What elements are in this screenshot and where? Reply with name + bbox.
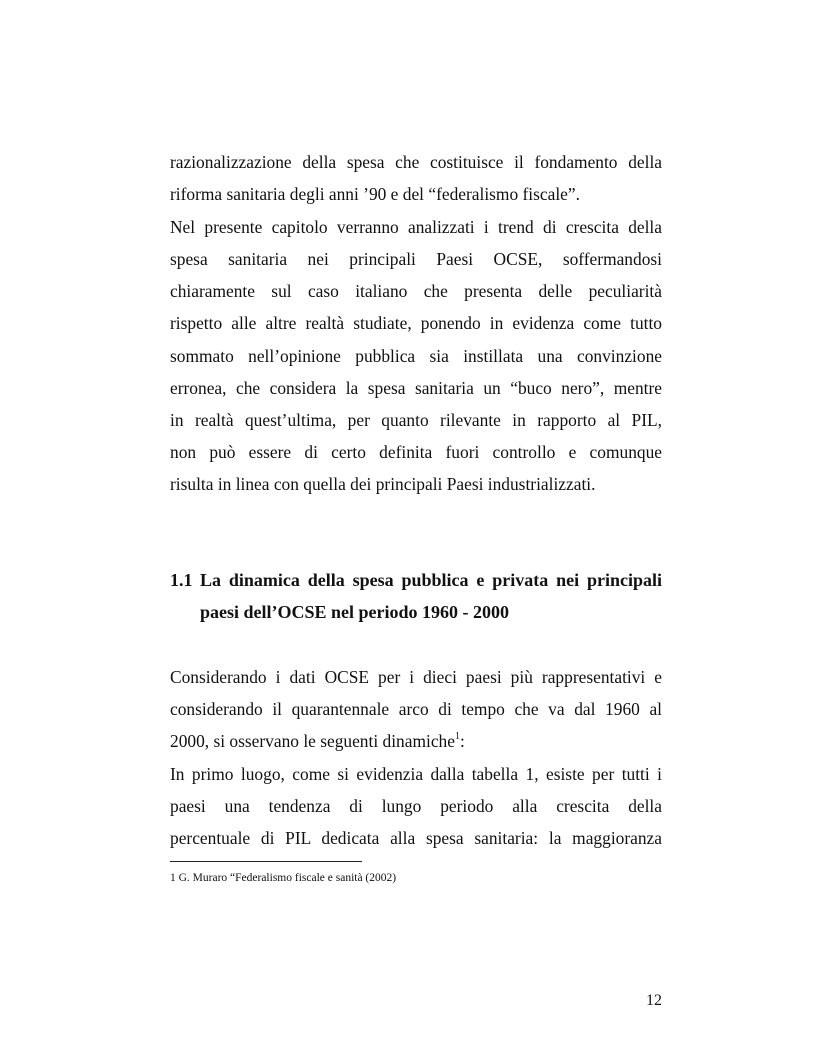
text-line: riforma sanitaria degli anni ’90 e del “federalismo fiscale”. [170, 184, 580, 204]
text-line: In primo luogo, come si evidenzia dalla tabella 1, esiste per tutti i [170, 764, 662, 784]
text-segment: 2000, si osservano le seguenti dinamiche [170, 731, 455, 751]
text-line-with-footnote-ref [170, 731, 465, 751]
text-segment: : [459, 731, 465, 751]
footnote-reference[interactable]: 1 [454, 731, 460, 742]
text-line: chiaramente sul caso italiano che presenta delle peculiarità [170, 281, 662, 301]
text-line: paesi una tendenza di lungo periodo alla crescita della [170, 796, 662, 816]
text-line: in realtà quest’ultima, per quanto rilevante in rapporto al PIL, [170, 410, 662, 430]
text-line: erronea, che considera la spesa sanitaria un “buco nero”, mentre [170, 378, 662, 398]
text-line: considerando il quarantennale arco di tempo che va dal 1960 al [170, 699, 662, 719]
text-line: non può essere di certo definita fuori controllo e comunque [170, 442, 662, 462]
text-line: spesa sanitaria nei principali Paesi OCSE, soffermandosi [170, 249, 662, 269]
section-title-line-2: paesi dell’OCSE nel periodo 1960 - 2000 [200, 602, 510, 622]
text-line: risulta in linea con quella dei principali Paesi industrializzati. [170, 474, 596, 494]
text-line: rispetto alle altre realtà studiate, ponendo in evidenza come tutto [170, 313, 662, 333]
page-number: 12 [646, 992, 662, 1009]
footnote: 1 G. Muraro “Federalismo fiscale e sanità (2002) [170, 872, 397, 884]
section-number: 1.1 [170, 570, 193, 590]
section-title-line-1: La dinamica della spesa pubblica e privata nei principali [200, 570, 662, 590]
text-line: percentuale di PIL dedicata alla spesa sanitaria: la maggioranza [170, 828, 662, 848]
text-line: razionalizzazione della spesa che costituisce il fondamento della [170, 152, 662, 172]
text-line: sommato nell’opinione pubblica sia instillata una convinzione [170, 346, 662, 366]
text-line: Considerando i dati OCSE per i dieci paesi più rappresentativi e [170, 667, 662, 687]
text-line: Nel presente capitolo verranno analizzati i trend di crescita della [170, 217, 662, 237]
footnote-separator [170, 861, 362, 862]
